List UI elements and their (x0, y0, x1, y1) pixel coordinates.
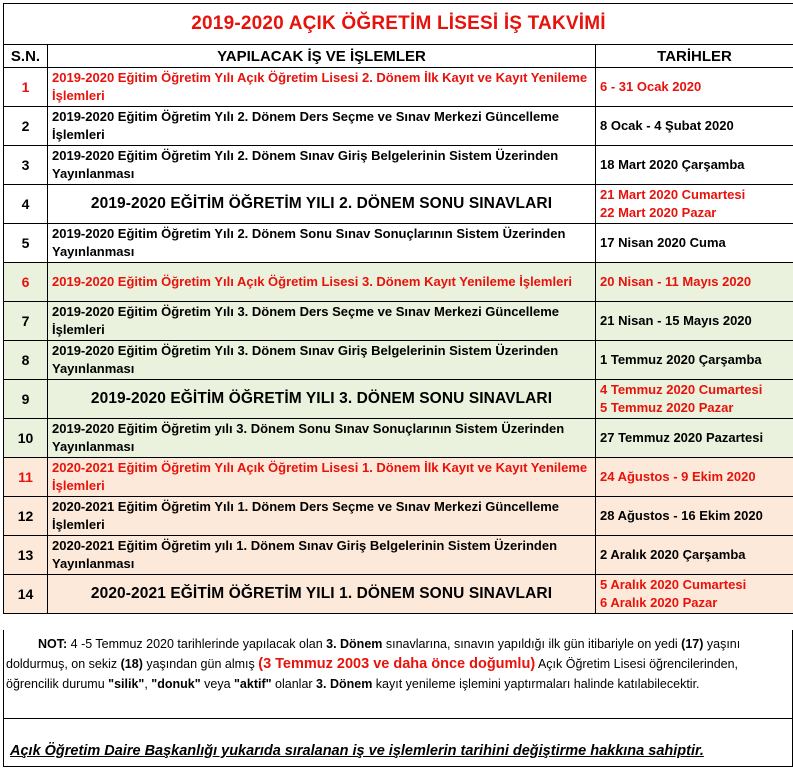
row-task: 2019-2020 Eğitim Öğretim Yılı 2. Dönem Sınav Giriş Belgelerinin Sistem Üzerinden Yayınlanması (48, 146, 596, 185)
table-row (4, 185, 793, 224)
row-date-line: 18 Mart 2020 Çarşamba (600, 157, 745, 172)
note-text: 4 -5 Temmuz 2020 tarihlerinde yapılacak olan (67, 637, 327, 651)
row-task: 2019-2020 Eğitim Öğretim Yılı 2. Dönem Ders Seçme ve Sınav Merkezi Güncelleme İşlemleri (48, 107, 596, 146)
row-date-line: 2 Aralık 2020 Çarşamba (600, 547, 746, 562)
row-date (596, 224, 793, 263)
table-row (4, 224, 793, 263)
row-number: 14 (4, 575, 48, 614)
note-bold: 3. Dönem (316, 677, 373, 691)
row-number: 10 (4, 419, 48, 458)
row-date-line: 21 Nisan - 15 Mayıs 2020 (600, 313, 752, 328)
row-date (596, 146, 793, 185)
row-date-line: 24 Ağustos - 9 Ekim 2020 (600, 469, 756, 484)
note-text: Açık Öğretim Lisesi öğrencilerinden, öğrencilik durumu (6, 657, 739, 691)
header-task: YAPILACAK İŞ VE İŞLEMLER (48, 45, 596, 68)
table-row (4, 536, 793, 575)
table-row (4, 68, 793, 107)
row-date (596, 185, 793, 224)
row-date-line: 8 Ocak - 4 Şubat 2020 (600, 118, 734, 133)
row-date-line: 4 Temmuz 2020 Cumartesi (600, 382, 763, 397)
row-date-line-2: 6 Aralık 2020 Pazar (600, 595, 718, 610)
table-row (4, 263, 793, 302)
table-row (4, 146, 793, 185)
note-bold: "aktif" (234, 677, 272, 691)
note-bold: "donuk" (151, 677, 201, 691)
note-bold: "silik" (108, 677, 145, 691)
row-date (596, 68, 793, 107)
row-date (596, 419, 793, 458)
table-row (4, 575, 793, 614)
table-row (4, 458, 793, 497)
schedule-table (3, 3, 793, 614)
row-date-line: 5 Aralık 2020 Cumartesi (600, 577, 747, 592)
row-date-line: 1 Temmuz 2020 Çarşamba (600, 352, 762, 367)
row-number: 1 (4, 68, 48, 107)
note-highlight: (3 Temmuz 2003 ve daha önce doğumlu) (258, 656, 536, 672)
row-number: 2 (4, 107, 48, 146)
row-date-line-2: 5 Temmuz 2020 Pazar (600, 400, 734, 415)
row-number: 7 (4, 302, 48, 341)
note-paragraph (3, 630, 793, 719)
row-date-line: 27 Temmuz 2020 Pazartesi (600, 430, 764, 445)
row-task: 2020-2021 EĞİTİM ÖĞRETİM YILI 1. DÖNEM SONU SINAVLARI (48, 575, 596, 614)
header-row (4, 45, 793, 68)
row-task: 2020-2021 Eğitim Öğretim yılı 1. Dönem Sınav Giriş Belgelerinin Sistem Üzerinden Yayınlanması (48, 536, 596, 575)
row-task: 2020-2021 Eğitim Öğretim Yılı Açık Öğretim Lisesi 1. Dönem İlk Kayıt ve Kayıt Yenileme İşlemleri (48, 458, 596, 497)
row-date-line: 28 Ağustos - 16 Ekim 2020 (600, 508, 763, 523)
header-sn: S.N. (4, 45, 48, 68)
note-text: olanlar (271, 677, 317, 691)
row-number: 8 (4, 341, 48, 380)
note-text: veya (200, 677, 234, 691)
row-date (596, 497, 793, 536)
row-date-line: 20 Nisan - 11 Mayıs 2020 (600, 274, 752, 289)
note-text: kayıt yenileme işlemini yaptırmaları halinde katılabilecektir. (372, 677, 700, 691)
row-date (596, 458, 793, 497)
note-text: yaşından gün almış (142, 657, 259, 671)
row-task: 2020-2021 Eğitim Öğretim Yılı 1. Dönem Ders Seçme ve Sınav Merkezi Güncelleme İşlemleri (48, 497, 596, 536)
row-number: 5 (4, 224, 48, 263)
table-row (4, 497, 793, 536)
row-date (596, 536, 793, 575)
row-task: 2019-2020 Eğitim Öğretim Yılı 2. Dönem Sonu Sınav Sonuçlarının Sistem Üzerinden Yayınlanması (48, 224, 596, 263)
row-task: 2019-2020 EĞİTİM ÖĞRETİM YILI 2. DÖNEM SONU SINAVLARI (48, 185, 596, 224)
row-task: 2019-2020 Eğitim Öğretim yılı 3. Dönem Sonu Sınav Sonuçlarının Sistem Üzerinden Yayınlanması (48, 419, 596, 458)
row-date (596, 302, 793, 341)
row-number: 13 (4, 536, 48, 575)
row-number: 11 (4, 458, 48, 497)
row-date-line: 17 Nisan 2020 Cuma (600, 235, 726, 250)
note-bold: 3. Dönem (326, 637, 383, 651)
row-number: 3 (4, 146, 48, 185)
row-task: 2019-2020 Eğitim Öğretim Yılı 3. Dönem Sınav Giriş Belgelerinin Sistem Üzerinden Yayınlanması (48, 341, 596, 380)
note-text: , (144, 677, 152, 691)
title-row (4, 4, 793, 45)
table-row (4, 419, 793, 458)
row-date (596, 341, 793, 380)
table-row (4, 341, 793, 380)
footer-disclaimer: Açık Öğretim Daire Başkanlığı yukarıda sıralanan iş ve işlemlerin tarihini değiştirme hakkına sahiptir. (3, 719, 793, 767)
note-text: sınavlarına, sınavın yapıldığı ilk gün itibariyle on yedi (382, 637, 682, 651)
row-task: 2019-2020 Eğitim Öğretim Yılı Açık Öğretim Lisesi 3. Dönem Kayıt Yenileme İşlemleri (48, 263, 596, 302)
row-number: 12 (4, 497, 48, 536)
table-row (4, 380, 793, 419)
row-task: 2019-2020 Eğitim Öğretim Yılı 3. Dönem Ders Seçme ve Sınav Merkezi Güncelleme İşlemleri (48, 302, 596, 341)
row-task: 2019-2020 EĞİTİM ÖĞRETİM YILI 3. DÖNEM SONU SINAVLARI (48, 380, 596, 419)
table-row (4, 302, 793, 341)
row-date-line-2: 22 Mart 2020 Pazar (600, 205, 717, 220)
page-title: 2019-2020 AÇIK ÖĞRETİM LİSESİ İŞ TAKVİMİ (4, 4, 793, 45)
row-number: 6 (4, 263, 48, 302)
row-date (596, 107, 793, 146)
note-bold: (17) (681, 637, 704, 651)
row-date (596, 263, 793, 302)
row-number: 4 (4, 185, 48, 224)
note-label: NOT: (38, 637, 68, 651)
row-date (596, 380, 793, 419)
row-task: 2019-2020 Eğitim Öğretim Yılı Açık Öğretim Lisesi 2. Dönem İlk Kayıt ve Kayıt Yenileme İşlemleri (48, 68, 596, 107)
table-row (4, 107, 793, 146)
row-date-line: 6 - 31 Ocak 2020 (600, 79, 702, 94)
note-bold: (18) (120, 657, 143, 671)
note-text: yaşını doldurmuş, on sekiz (6, 637, 741, 671)
row-number: 9 (4, 380, 48, 419)
row-date (596, 575, 793, 614)
row-date-line: 21 Mart 2020 Cumartesi (600, 187, 746, 202)
header-date: TARİHLER (596, 45, 793, 68)
